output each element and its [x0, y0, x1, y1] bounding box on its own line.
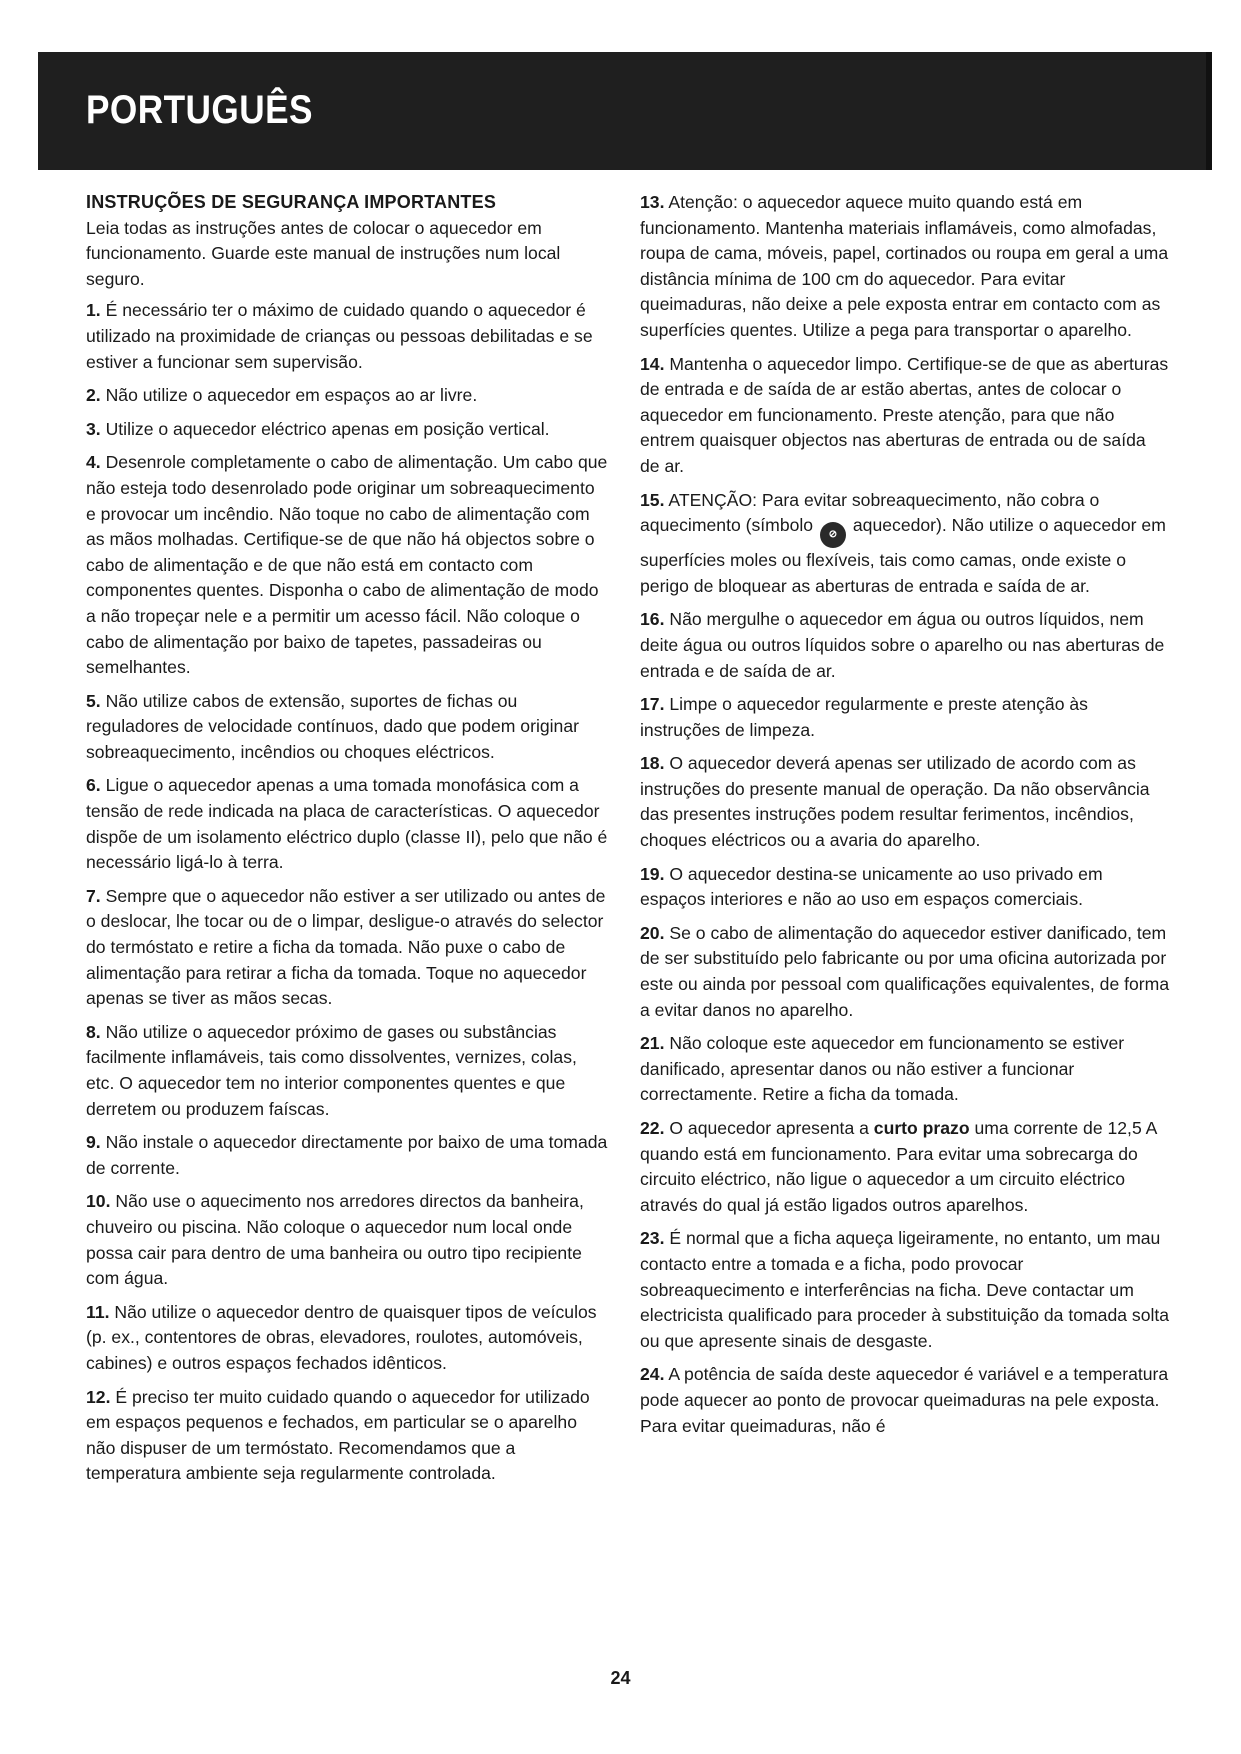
item-number: 5.	[86, 690, 101, 711]
list-item	[640, 1362, 1170, 1439]
list-item	[640, 190, 1170, 344]
item-text: A potência de saída deste aquecedor é variável e a temperatura pode aquecer ao ponto de provocar queimaduras na pele exposta. Para evitar queimaduras, não é	[640, 1364, 1169, 1436]
item-bold-text: curto prazo	[873, 1118, 970, 1138]
item-number: 16.	[640, 609, 665, 630]
list-item	[640, 352, 1170, 480]
item-number: 17.	[640, 694, 665, 715]
list-item	[86, 689, 608, 766]
item-number: 9.	[86, 1132, 101, 1153]
item-number: 2.	[86, 385, 101, 406]
item-text: Não instale o aquecedor directamente por baixo de uma tomada de corrente.	[86, 1132, 608, 1178]
list-item	[86, 884, 608, 1012]
list-item	[640, 1226, 1170, 1354]
list-item	[640, 1116, 1170, 1218]
item-number: 7.	[86, 885, 101, 906]
list-item	[86, 383, 608, 409]
item-number: 23.	[640, 1228, 665, 1249]
item-text: É necessário ter o máximo de cuidado quando o aquecedor é utilizado na proximidade de crianças ou pessoas debilitadas e se estiver a funcionar sem supervisão.	[86, 300, 593, 372]
item-number: 1.	[86, 300, 101, 321]
list-item	[86, 450, 608, 680]
list-item	[640, 921, 1170, 1023]
item-text: Se o cabo de alimentação do aquecedor estiver danificado, tem de ser substituído pelo fabricante ou por uma oficina autorizada por este ou ainda por pessoal com qualificações equivalentes, de forma a evitar danos no aparelho.	[640, 922, 1170, 1020]
list-item	[86, 1130, 608, 1181]
list-item	[640, 1031, 1170, 1108]
item-text: Não utilize o aquecedor em espaços ao ar livre.	[105, 385, 478, 406]
item-number: 24.	[640, 1364, 665, 1385]
list-item	[86, 1385, 608, 1487]
intro-paragraph: Leia todas as instruções antes de colocar o aquecedor em funcionamento. Guarde este manual de instruções num local seguro.	[86, 217, 561, 289]
list-item	[640, 607, 1170, 684]
item-text: Atenção: o aquecedor aquece muito quando está em funcionamento. Mantenha materiais inflamáveis, como almofadas, roupa de cama, móveis, papel, cortinados ou roupa em geral a uma distância mínima de 100 cm do aquecedor. Para evitar queimaduras, não deixe a pele exposta entrar em contacto com as superfícies quentes. Utilize a pega para transportar o aparelho.	[640, 192, 1169, 340]
item-number: 13.	[640, 192, 665, 212]
item-number: 18.	[640, 753, 665, 774]
section-title: INSTRUÇÕES DE SEGURANÇA IMPORTANTES	[86, 192, 497, 212]
language-header	[38, 52, 1212, 170]
item-number: 14.	[640, 353, 665, 374]
item-text: Desenrole completamente o cabo de alimentação. Um cabo que não esteja todo desenrolado pode originar um sobreaquecimento e provocar um incêndio. Não toque no cabo de alimentação com as mãos molhadas. Certifique-se de que não há objectos sobre o cabo de alimentação e de que não está em contacto com componentes quentes. Disponha o cabo de alimentação de modo a não tropeçar nele e a permitir um acesso fácil. Não coloque o cabo de alimentação por baixo de tapetes, passadeiras ou semelhantes.	[86, 452, 608, 678]
item-number: 22.	[640, 1118, 665, 1138]
item-text: ATENÇÃO: Para evitar sobreaquecimento, não cobra o aquecimento (símbolo	[640, 489, 1100, 536]
item-number: 8.	[86, 1021, 101, 1042]
item-text: Não use o aquecimento nos arredores directos da banheira, chuveiro ou piscina. Não coloque o aquecedor num local onde possa cair para dentro de uma banheira ou outro tipo recipiente com água.	[86, 1191, 584, 1289]
item-text: É normal que a ficha aqueça ligeiramente, no entanto, um mau contacto entre a tomada e a ficha, podo provocar sobreaquecimento e interferências na ficha. Deve contactar um electricista qualificado para proceder à substituição da tomada solta ou que apresente sinais de desgaste.	[640, 1228, 1170, 1351]
item-text: uma corrente de 12,5 A quando está em funcionamento. Para evitar uma sobrecarga do circuito eléctrico, não ligue o aquecedor a um circuito eléctrico através do qual já estão ligados outros aparelhos.	[640, 1118, 1157, 1215]
item-number: 6.	[86, 775, 101, 796]
item-text: Não coloque este aquecedor em funcionamento se estiver danificado, apresentar danos ou não estiver a funcionar correctamente. Retire a ficha da tomada.	[640, 1033, 1125, 1105]
list-item	[86, 1300, 608, 1377]
item-text: Ligue o aquecedor apenas a uma tomada monofásica com a tensão de rede indicada na placa de características. O aquecedor dispõe de um isolamento eléctrico duplo (classe II), pelo que não é necessário ligá-lo à terra.	[86, 775, 608, 873]
item-text: Utilize o aquecedor eléctrico apenas em posição vertical.	[105, 418, 550, 439]
list-item	[86, 773, 608, 875]
item-number: 4.	[86, 452, 101, 473]
language-title: PORTUGUÊS	[86, 88, 313, 132]
item-text: É preciso ter muito cuidado quando o aquecedor for utilizado em espaços pequenos e fechados, em particular se o aparelho não dispuser de um termóstato. Recomendamos que a temperatura ambiente seja regularmente controlada.	[86, 1386, 590, 1484]
list-item	[640, 751, 1170, 853]
item-text: Limpe o aquecedor regularmente e preste atenção às instruções de limpeza.	[640, 694, 1088, 740]
item-number: 10.	[86, 1191, 111, 1212]
do-not-cover-icon: ⊘	[820, 522, 846, 548]
list-item	[86, 298, 608, 375]
list-item	[640, 488, 1170, 600]
item-text: O aquecedor apresenta a	[669, 1118, 869, 1138]
list-item	[640, 692, 1170, 743]
item-text: Não utilize cabos de extensão, suportes de fichas ou reguladores de velocidade contínuos, dado que podem originar sobreaquecimento, incêndios ou choques eléctricos.	[86, 690, 579, 762]
item-text: aquecedor). Não utilize o aquecedor em superfícies moles ou flexíveis, tais como camas, onde existe o perigo de bloquear as aberturas de entrada e saída de ar.	[640, 515, 1166, 596]
list-item	[86, 1189, 608, 1291]
item-number: 3.	[86, 418, 101, 439]
item-text: O aquecedor deverá apenas ser utilizado de acordo com as instruções do presente manual de operação. Da não observância das presentes instruções podem resultar ferimentos, incêndios, choques eléctricos ou a avaria do aparelho.	[640, 753, 1150, 851]
item-number: 19.	[640, 863, 665, 884]
list-item	[86, 1020, 608, 1122]
item-text: Mantenha o aquecedor limpo. Certifique-se de que as aberturas de entrada e de saída de ar estão abertas, antes de colocar o aquecedor em funcionamento. Preste atenção, para que não entrem quaisquer objectos nas aberturas de entrada ou de saída de ar.	[640, 353, 1169, 476]
item-number: 20.	[640, 922, 665, 943]
item-number: 11.	[86, 1301, 110, 1322]
item-text: Não utilize o aquecedor próximo de gases ou substâncias facilmente inflamáveis, tais como dissolventes, vernizes, colas, etc. O aquecedor tem no interior componentes quentes e que derretem ou produzem faíscas.	[86, 1021, 577, 1119]
right-column	[640, 190, 1170, 1447]
list-item	[86, 417, 608, 443]
item-number: 21.	[640, 1033, 665, 1054]
item-text: O aquecedor destina-se unicamente ao uso privado em espaços interiores e não ao uso em espaços comerciais.	[640, 863, 1103, 910]
list-item	[640, 862, 1170, 913]
page-number: 24	[610, 1668, 631, 1688]
item-text: Não mergulhe o aquecedor em água ou outros líquidos, nem deite água ou outros líquidos sobre o aparelho ou nas aberturas de entrada e de saída de ar.	[640, 609, 1165, 681]
item-number: 15.	[640, 489, 665, 510]
item-text: Não utilize o aquecedor dentro de quaisquer tipos de veículos (p. ex., contentores de obras, elevadores, roulotes, automóveis, cabines) e outros espaços fechados idênticos.	[86, 1301, 597, 1373]
left-column	[86, 190, 608, 1495]
item-text: Sempre que o aquecedor não estiver a ser utilizado ou antes de o deslocar, lhe tocar ou de o limpar, desligue-o através do selector do termóstato e retire a ficha da tomada. Não puxe o cabo de alimentação para retirar a ficha da tomada. Toque no aquecedor apenas se tiver as mãos secas.	[86, 885, 606, 1009]
item-number: 12.	[86, 1386, 111, 1407]
